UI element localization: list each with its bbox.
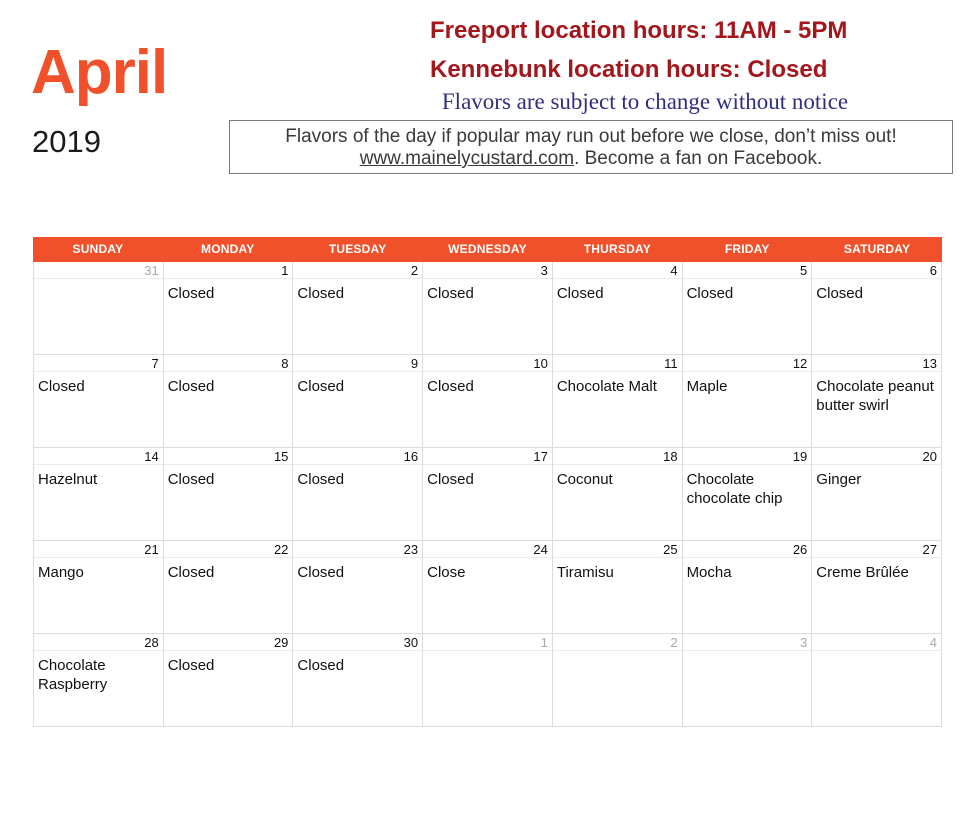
flavor-of-the-day: Closed (427, 471, 474, 488)
flavor-of-the-day: Ginger (816, 471, 862, 488)
calendar-week-row (34, 448, 942, 541)
day-number: 7 (151, 356, 159, 371)
flavor-of-the-day: Closed (297, 378, 345, 395)
calendar-grid (33, 237, 942, 727)
calendar-day-cell (164, 448, 294, 541)
calendar-day-cell (812, 541, 942, 634)
calendar-day-cell (34, 634, 164, 727)
calendar-day-cell (293, 541, 423, 634)
day-number: 14 (144, 449, 159, 464)
day-number: 22 (273, 542, 289, 557)
day-number: 21 (144, 542, 159, 557)
flavor-of-the-day: Coconut (556, 471, 613, 488)
flavor-of-the-day: Closed (427, 378, 474, 395)
day-header-strip (34, 355, 163, 372)
day-number: 9 (410, 356, 419, 371)
day-number: 8 (281, 356, 289, 371)
day-header-strip (812, 634, 941, 651)
flavor-of-the-day: Closed (167, 564, 215, 581)
calendar-day-cell (164, 634, 294, 727)
calendar-day-cell (34, 448, 164, 541)
day-number: 6 (929, 263, 937, 278)
flavor-of-the-day: Closed (167, 471, 215, 488)
calendar-day-cell (553, 355, 683, 448)
flavor-of-the-day: Closed (297, 564, 345, 581)
day-number: 15 (273, 449, 289, 464)
month-title: April (31, 38, 168, 107)
day-header-strip (423, 634, 552, 651)
day-number: 27 (922, 542, 937, 557)
day-number: 1 (281, 263, 289, 278)
calendar-day-cell (423, 262, 553, 355)
calendar-day-cell (683, 634, 813, 727)
day-number: 3 (800, 635, 808, 650)
flavor-of-the-day: Hazelnut (38, 471, 98, 488)
flavor-of-the-day: Closed (38, 378, 85, 395)
calendar-week-row (34, 262, 942, 355)
flavor-of-the-day: Chocolate Raspberry (38, 657, 108, 693)
calendar-day-cell (293, 448, 423, 541)
day-header-strip (812, 262, 941, 279)
day-header-strip (553, 634, 682, 651)
day-number: 2 (410, 263, 419, 278)
flavor-of-the-day: Maple (686, 378, 728, 395)
day-header-strip (553, 262, 682, 279)
calendar-day-cell (293, 262, 423, 355)
calendar-weeks (33, 262, 942, 727)
flavor-of-the-day: Closed (167, 378, 215, 395)
flavor-of-the-day: Closed (167, 285, 215, 302)
calendar-day-cell (164, 541, 294, 634)
calendar-day-cell (683, 355, 813, 448)
day-number: 10 (533, 356, 548, 371)
calendar-day-cell (423, 541, 553, 634)
calendar-day-cell (164, 355, 294, 448)
flavor-of-the-day: Mango (38, 564, 84, 581)
day-number: 3 (540, 263, 548, 278)
flavor-of-the-day: Tiramisu (556, 564, 614, 581)
flavor-of-the-day: Closed (686, 285, 734, 302)
kennebunk-hours: Kennebunk location hours: Closed (430, 56, 828, 83)
calendar-day-cell (812, 448, 942, 541)
weekday-wednesday: WEDNESDAY (448, 242, 527, 256)
flavor-of-the-day: Closed (297, 285, 345, 302)
weekday-header-row (33, 237, 942, 262)
calendar-day-cell (423, 355, 553, 448)
notice-box (229, 120, 953, 174)
calendar-day-cell (164, 262, 294, 355)
calendar-day-cell (683, 262, 813, 355)
calendar-day-cell (34, 541, 164, 634)
notice-line-1: Flavors of the day if popular may run out before we close, don’t miss out! (285, 126, 897, 147)
calendar-day-cell (293, 634, 423, 727)
calendar-day-cell (34, 355, 164, 448)
weekday-tuesday: TUESDAY (328, 242, 387, 256)
day-number: 11 (664, 356, 678, 371)
calendar-day-cell (553, 541, 683, 634)
day-number: 13 (922, 356, 937, 371)
flavor-of-the-day: Close (427, 564, 466, 581)
day-number: 25 (663, 542, 678, 557)
calendar-week-row (34, 355, 942, 448)
day-number: 16 (403, 449, 419, 464)
day-number: 18 (663, 449, 678, 464)
flavor-of-the-day: Closed (297, 471, 345, 488)
weekday-thursday: THURSDAY (583, 242, 651, 256)
day-header-strip (293, 355, 422, 372)
calendar-week-row (34, 634, 942, 727)
calendar-day-cell (812, 355, 942, 448)
day-number: 28 (144, 635, 159, 650)
calendar-day-cell (683, 448, 813, 541)
day-number: 5 (800, 263, 808, 278)
day-number: 2 (670, 635, 678, 650)
day-number: 4 (670, 263, 678, 278)
day-number: 20 (922, 449, 937, 464)
calendar-day-cell (812, 634, 942, 727)
flavor-change-notice: Flavors are subject to change without notice (441, 89, 849, 114)
flavor-of-the-day: Chocolate peanut butter swirl (816, 378, 934, 414)
calendar-day-cell (423, 448, 553, 541)
day-number: 23 (403, 542, 419, 557)
website-link[interactable]: www.mainelycustard.com (359, 148, 575, 169)
day-header-strip (423, 262, 552, 279)
flavor-of-the-day: Closed (427, 285, 474, 302)
day-number: 12 (792, 356, 808, 371)
flavor-of-the-day: Closed (297, 657, 345, 674)
calendar-day-cell (553, 262, 683, 355)
calendar-day-cell (812, 262, 942, 355)
day-number: 30 (403, 635, 419, 650)
day-number: 24 (533, 542, 548, 557)
day-header-strip (683, 634, 812, 651)
flavor-of-the-day: Creme Brûlée (816, 564, 909, 581)
facebook-text: . Become a fan on Facebook. (574, 148, 823, 169)
day-number: 29 (273, 635, 289, 650)
day-number: 4 (929, 635, 937, 650)
calendar-week-row (34, 541, 942, 634)
calendar-day-cell (683, 541, 813, 634)
freeport-hours: Freeport location hours: 11AM - 5PM (430, 17, 848, 44)
day-header-strip (683, 262, 812, 279)
day-header-strip (164, 355, 293, 372)
flavor-of-the-day: Closed (167, 657, 215, 674)
day-number: 1 (540, 635, 548, 650)
weekday-sunday: SUNDAY (72, 242, 124, 256)
flavor-of-the-day: Chocolate chocolate chip (686, 471, 783, 507)
notice-line-2 (230, 148, 952, 170)
flavor-of-the-day: Closed (556, 285, 604, 302)
flavor-of-the-day: Closed (816, 285, 863, 302)
day-number: 26 (792, 542, 808, 557)
day-number: 17 (533, 449, 548, 464)
weekday-friday: FRIDAY (724, 242, 770, 256)
flavor-of-the-day: Mocha (686, 564, 732, 581)
weekday-saturday: SATURDAY (843, 242, 911, 256)
flavor-of-the-day: Chocolate Malt (556, 378, 657, 395)
day-number: 19 (792, 449, 808, 464)
day-header-strip (164, 262, 293, 279)
year-label: 2019 (32, 124, 101, 159)
calendar-day-cell (553, 634, 683, 727)
calendar-day-cell (293, 355, 423, 448)
calendar-day-cell (553, 448, 683, 541)
calendar-day-cell (34, 262, 164, 355)
weekday-monday: MONDAY (201, 242, 255, 256)
day-number: 31 (144, 263, 159, 278)
day-header-strip (293, 262, 422, 279)
calendar-day-cell (423, 634, 553, 727)
day-header-strip (553, 355, 682, 372)
